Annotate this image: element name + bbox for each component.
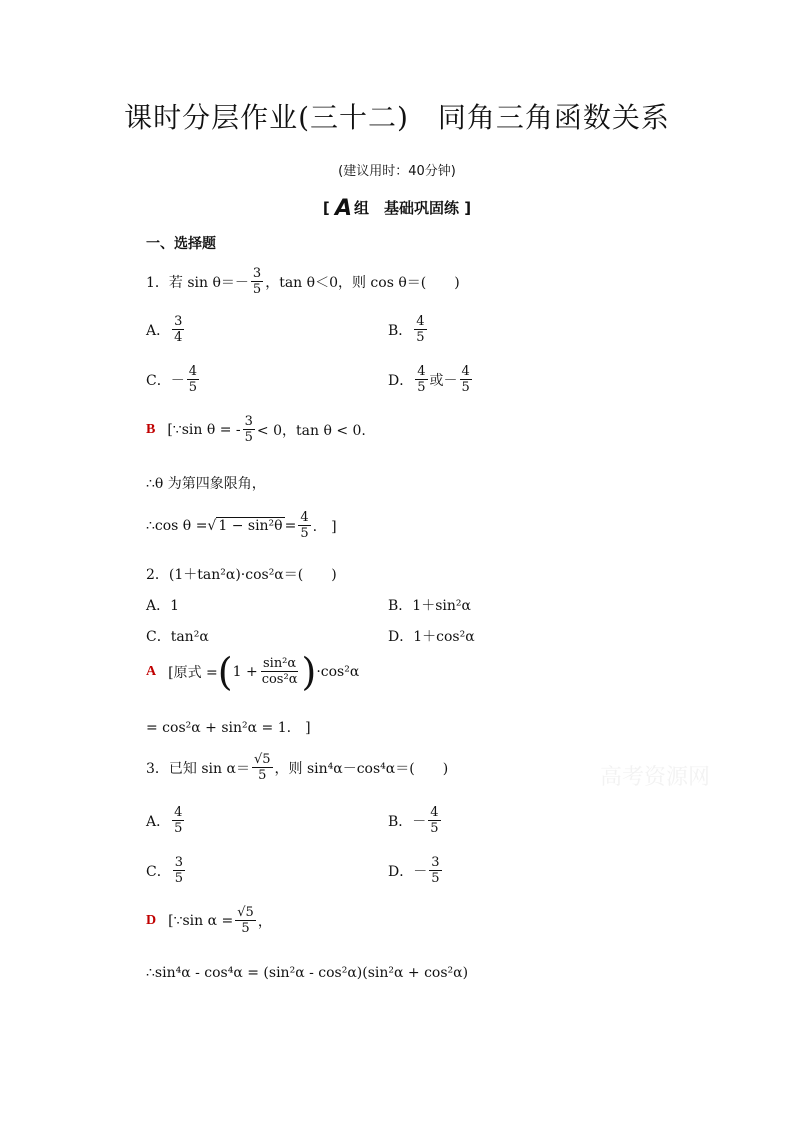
q1-d-num1: 4 — [417, 364, 426, 379]
q3-c-den: 5 — [174, 871, 183, 886]
q1-answer: B — [146, 421, 156, 437]
q2-sol1-b: ·cos²α — [316, 663, 360, 680]
q3-option-b[interactable] — [388, 805, 443, 836]
q1-a-frac — [172, 314, 184, 345]
question-3-stem — [146, 752, 448, 783]
q1-sol1-den: 5 — [244, 430, 253, 445]
q3-b-label: B．－ — [388, 813, 427, 830]
q1-sol3-sqrt: 1 − sin²θ — [218, 518, 283, 534]
q3-sol1-den: 5 — [241, 921, 250, 936]
q1-option-d[interactable] — [388, 364, 474, 395]
q2-sol1-rparen: ) — [301, 649, 317, 694]
q1-d-mid: 或－ — [429, 372, 458, 389]
q1-d-den2: 5 — [461, 380, 470, 395]
q3-option-c[interactable] — [146, 855, 187, 886]
q1-b-frac — [414, 314, 426, 345]
q3-c-frac — [173, 855, 185, 886]
q2-sol1-a: [原式 = — [168, 664, 218, 681]
q2-sol1-num: sin²α — [262, 656, 297, 671]
q1-sol3-b: = — [284, 517, 297, 534]
q2-option-d[interactable]: D．1＋cos²α — [388, 629, 475, 645]
q3-c-num: 3 — [174, 855, 183, 870]
q1-solution-line-1 — [146, 414, 366, 445]
q3-d-frac — [429, 855, 441, 886]
q3-sol1-num: √5 — [237, 905, 254, 920]
q1-c-frac — [187, 364, 199, 395]
sqrt-sign-icon: √ — [207, 517, 217, 534]
q1-frac-den: 5 — [252, 282, 262, 297]
q1-b-num: 4 — [416, 314, 425, 329]
group-heading — [0, 196, 794, 221]
q3-b-den: 5 — [430, 821, 439, 836]
q1-c-label: C．－ — [146, 372, 185, 389]
q2-option-c[interactable]: C．tan²α — [146, 629, 209, 645]
q2-sol1-frac — [260, 656, 300, 687]
q3-d-den: 5 — [431, 871, 440, 886]
q3-sol1-b: ， — [257, 913, 272, 930]
q2-solution-line-1 — [146, 649, 360, 694]
q1-fraction — [251, 266, 263, 297]
q1-c-num: 4 — [188, 364, 197, 379]
question-1-stem — [146, 266, 460, 297]
q1-sol1-frac — [243, 414, 255, 445]
q1-d-den1: 5 — [417, 380, 426, 395]
q3-frac-num: √5 — [253, 752, 271, 767]
q1-d-label: D． — [388, 372, 414, 389]
q1-sol1-a: [∵sin θ = - — [167, 421, 241, 438]
q1-a-den: 4 — [174, 330, 183, 345]
q2-sol1-lparen: ( — [217, 649, 233, 694]
q3-sol1-a: [∵sin α = — [168, 912, 234, 929]
q1-b-label: B． — [388, 322, 413, 339]
q2-option-b[interactable]: B．1＋sin²α — [388, 598, 471, 614]
q1-solution-line-2: ∴θ 为第四象限角， — [146, 476, 266, 492]
q3-suffix: ，则 sin⁴α－cos⁴α＝( ) — [274, 760, 449, 777]
q3-solution-line-1 — [146, 905, 272, 936]
section-heading: 一、选择题 — [146, 236, 216, 252]
q1-sol3-a: ∴cos θ = — [146, 517, 208, 534]
q1-b-den: 5 — [416, 330, 425, 345]
q3-option-d[interactable] — [388, 855, 444, 886]
q1-option-c[interactable] — [146, 364, 201, 395]
q1-d-frac2 — [460, 364, 472, 395]
q2-answer: A — [146, 663, 157, 679]
q3-a-num: 4 — [174, 805, 183, 820]
q1-sol3-frac — [298, 510, 310, 541]
q1-sol3-c: . ] — [312, 518, 337, 535]
q2-option-a[interactable]: A．1 — [146, 598, 180, 614]
q1-option-a[interactable] — [146, 314, 186, 345]
q3-d-num: 3 — [431, 855, 440, 870]
q1-c-den: 5 — [188, 380, 197, 395]
q1-suffix: ，tan θ＜0，则 cos θ＝( ) — [265, 274, 460, 291]
group-label: 组 基础巩固练 — [354, 199, 460, 217]
q3-b-num: 4 — [430, 805, 439, 820]
q3-solution-line-2: ∴sin⁴α - cos⁴α = (sin²α - cos²α)(sin²α + cos²α) — [146, 965, 469, 981]
q3-frac-den: 5 — [258, 768, 267, 783]
q1-d-num2: 4 — [461, 364, 470, 379]
q3-option-a[interactable] — [146, 805, 186, 836]
q1-frac-num: 3 — [252, 266, 262, 281]
q1-prefix: 1．若 sin θ＝－ — [146, 274, 249, 291]
q3-sol1-frac — [235, 905, 256, 936]
question-2-stem: 2．(1＋tan²α)·cos²α＝( ) — [146, 567, 337, 583]
q3-answer: D — [146, 912, 157, 928]
page-title: 课时分层作业(三十二) 同角三角函数关系 — [124, 101, 670, 134]
q1-sol3-den: 5 — [300, 526, 309, 541]
q1-a-num: 3 — [174, 314, 183, 329]
q3-a-den: 5 — [174, 821, 183, 836]
q1-sol1-num: 3 — [244, 414, 253, 429]
q3-b-frac — [428, 805, 440, 836]
q3-a-frac — [172, 805, 184, 836]
group-bracket-close: ] — [464, 199, 472, 217]
group-letter: A — [334, 196, 352, 221]
group-bracket-open: [ — [322, 199, 330, 217]
q3-c-label: C． — [146, 863, 171, 880]
q3-d-label: D．－ — [388, 863, 428, 880]
suggested-time: (建议用时：40分钟) — [338, 164, 456, 179]
q1-sol3-num: 4 — [300, 510, 309, 525]
q1-option-b[interactable] — [388, 314, 429, 345]
q2-sol1-one: 1 + — [232, 663, 258, 680]
q2-sol1-den: cos²α — [261, 672, 298, 687]
q2-solution-line-2: = cos²α + sin²α = 1. ] — [146, 720, 311, 736]
q1-a-label: A． — [146, 322, 171, 339]
q3-prefix: 3．已知 sin α＝ — [146, 760, 250, 777]
q1-d-frac1 — [415, 364, 427, 395]
watermark: 高考资源网 — [600, 765, 711, 790]
q1-sol1-b: < 0，tan θ < 0. — [256, 422, 366, 439]
q1-solution-line-3 — [146, 510, 337, 541]
q3-fraction — [252, 752, 273, 783]
q3-a-label: A． — [146, 813, 171, 830]
